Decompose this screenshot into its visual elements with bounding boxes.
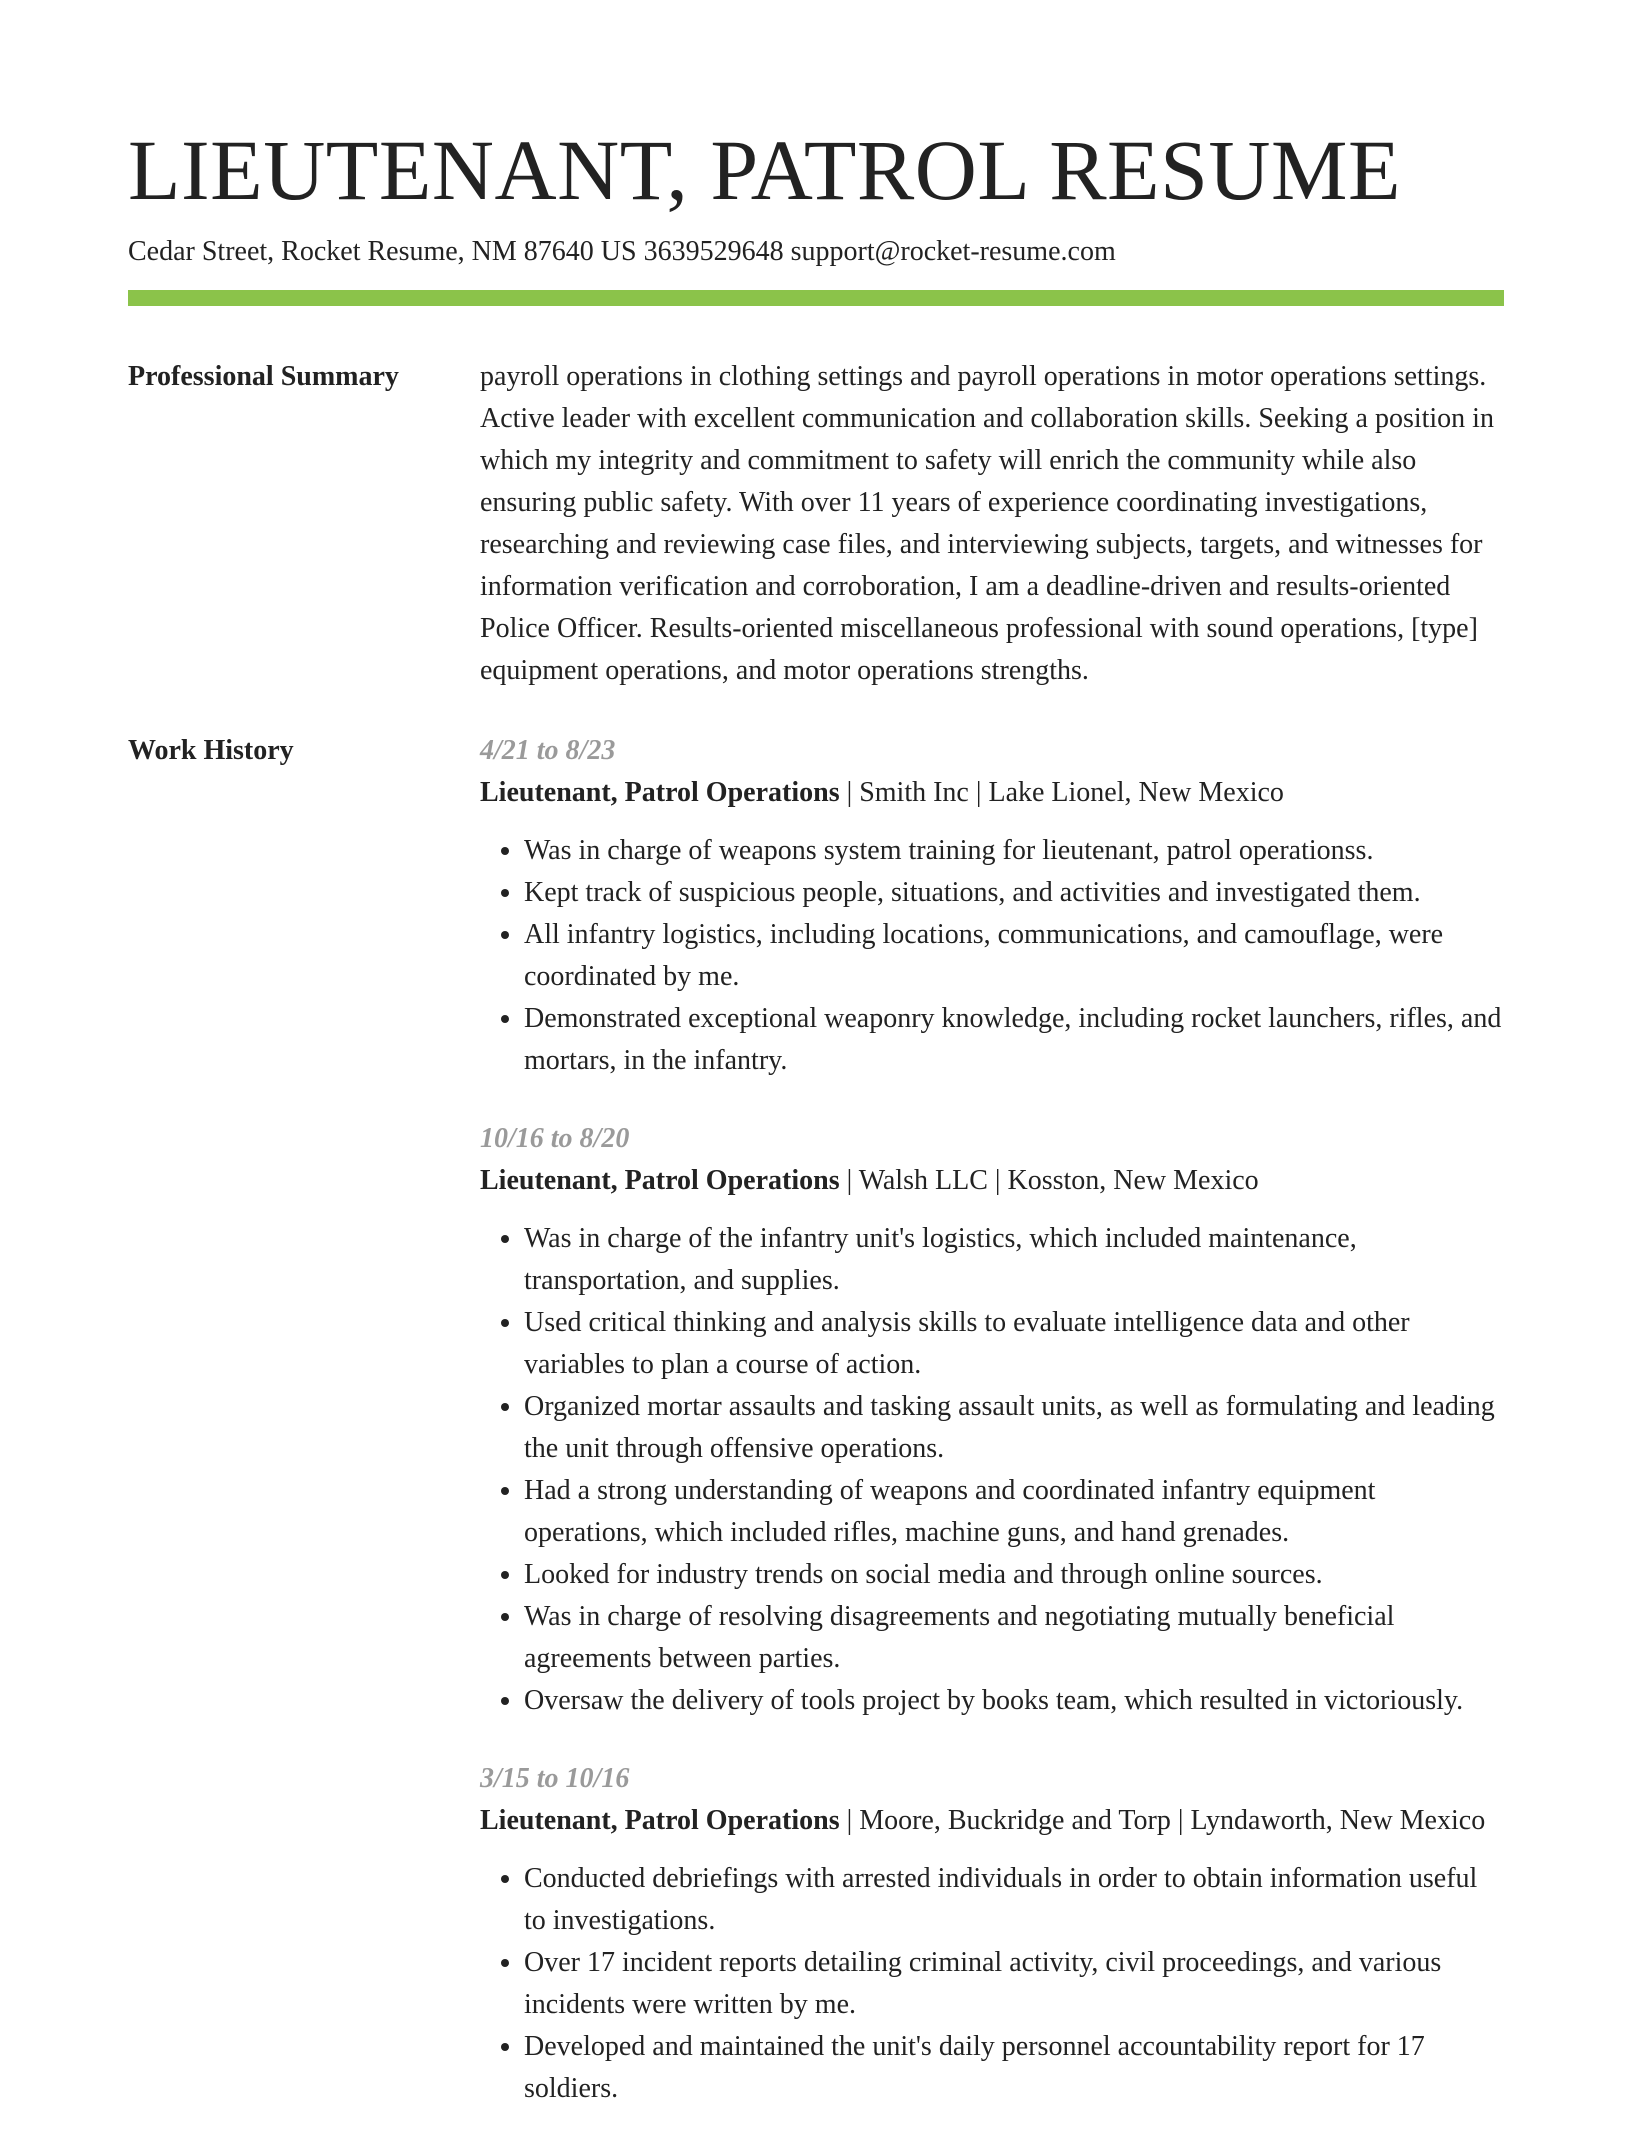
job-entry: [480, 730, 1504, 1082]
job-bullet: • Used critical thinking and analysis skills to evaluate intelligence data and other variables to plan a course of action.: [524, 1302, 1504, 1386]
job-bullet: • Looked for industry trends on social media and through online sources.: [524, 1554, 1504, 1596]
job-dates: 3/15 to 10/16: [480, 1763, 630, 1794]
job-bullets: [480, 1218, 1504, 1722]
job-bullet: • Was in charge of resolving disagreements and negotiating mutually beneficial agreements between parties.: [524, 1596, 1504, 1680]
resume-page: [128, 0, 1504, 2146]
job-dates: 4/21 to 8/23: [480, 735, 616, 766]
job-bullet: • Organized mortar assaults and tasking assault units, as well as formulating and leading the unit through offensive operations.: [524, 1386, 1504, 1470]
job-title: Lieutenant, Patrol Operations: [480, 777, 840, 808]
job-bullet: • Over 17 incident reports detailing criminal activity, civil proceedings, and various incidents were written by me.: [524, 1942, 1504, 2026]
job-bullet: • Conducted debriefings with arrested individuals in order to obtain information useful to investigations.: [524, 1858, 1504, 1942]
job-heading: [480, 1800, 1504, 1842]
job-bullet: • Kept track of suspicious people, situations, and activities and investigated them.: [524, 872, 1504, 914]
section-label-summary: Professional Summary: [128, 361, 399, 392]
job-bullet: • Developed and maintained the unit's daily personnel accountability report for 17 soldiers.: [524, 2026, 1504, 2110]
job-bullets: [480, 830, 1504, 1082]
job-bullet: • Demonstrated exceptional weaponry knowledge, including rocket launchers, rifles, and mortars, in the infantry.: [524, 998, 1504, 1082]
job-title: Lieutenant, Patrol Operations: [480, 1805, 840, 1836]
accent-divider: [128, 290, 1504, 306]
job-heading: [480, 772, 1504, 814]
job-bullet: • All infantry logistics, including locations, communications, and camouflage, were coordinated by me.: [524, 914, 1504, 998]
contact-line: Cedar Street, Rocket Resume, NM 87640 US 3639529648 support@rocket-resume.com: [128, 236, 1116, 267]
job-company-location: | Moore, Buckridge and Torp | Lyndaworth, New Mexico: [839, 1805, 1486, 1836]
resume-title: LIEUTENANT, PATROL RESUME: [128, 122, 1402, 218]
job-title: Lieutenant, Patrol Operations: [480, 1165, 840, 1196]
job-heading: [480, 1160, 1504, 1202]
job-entry: [480, 1758, 1504, 2110]
section-label-work-history: Work History: [128, 735, 294, 766]
job-bullet: • Was in charge of weapons system training for lieutenant, patrol operationss.: [524, 830, 1504, 872]
job-dates: 10/16 to 8/20: [480, 1123, 630, 1154]
summary-text: payroll operations in clothing settings and payroll operations in motor operations settings. Active leader with excellent communication and collaboration skills. Seeking a position in which my integrity and commitment to safety will enrich the community while also ensuring public safety. With over 11 years of experience coordinating investigations, researching and reviewing case files, and interviewing subjects, targets, and witnesses for information verification and corroboration, I am a deadline-driven and results-oriented Police Officer. Results-oriented miscellaneous professional with sound operations, [type] equipment operations, and motor operations strengths.: [480, 361, 1494, 686]
summary-body: [480, 356, 1504, 692]
job-company-location: | Walsh LLC | Kosston, New Mexico: [839, 1165, 1259, 1196]
work-history-section: [128, 730, 1504, 2146]
work-history-body: [480, 730, 1504, 2146]
job-bullet: • Had a strong understanding of weapons and coordinated infantry equipment operations, which included rifles, machine guns, and hand grenades.: [524, 1470, 1504, 1554]
job-bullets: [480, 1858, 1504, 2110]
job-bullet: • Oversaw the delivery of tools project by books team, which resulted in victoriously.: [524, 1680, 1504, 1722]
job-bullet: • Was in charge of the infantry unit's logistics, which included maintenance, transportation, and supplies.: [524, 1218, 1504, 1302]
job-company-location: | Smith Inc | Lake Lionel, New Mexico: [839, 777, 1284, 808]
professional-summary-section: [128, 356, 1504, 692]
job-entry: [480, 1118, 1504, 1722]
